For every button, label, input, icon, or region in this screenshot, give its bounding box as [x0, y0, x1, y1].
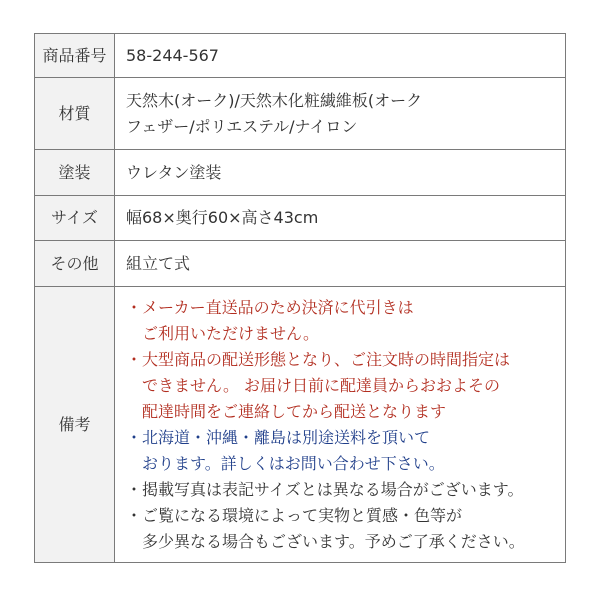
material-line: 天然木(オーク)/天然木化粧繊維板(オーク — [126, 90, 423, 110]
spec-row-material — [35, 78, 566, 150]
spec-row-product-id — [35, 34, 566, 78]
other-label: その他 — [35, 241, 115, 287]
note-line-shipping-notice: おります。詳しくはお問い合わせ下さい。 — [126, 453, 445, 473]
product-id-label: 商品番号 — [35, 34, 115, 78]
note-line-delivery-warning: できません。 お届け日前に配達員からおおよその — [126, 375, 501, 395]
spec-row-size — [35, 196, 566, 241]
size-label: サイズ — [35, 196, 115, 241]
material-line: フェザー/ポリエステル/ナイロン — [126, 116, 358, 136]
note-line-delivery-warning: 配達時間をご連絡してから配送となります — [126, 401, 447, 421]
notes-value — [115, 287, 566, 563]
size-value: 幅68×奥行60×高さ43cm — [115, 196, 566, 241]
spec-row-other — [35, 241, 566, 287]
note-line-photo-disclaimer: ・掲載写真は表記サイズとは異なる場合がございます。 — [126, 479, 524, 499]
material-label: 材質 — [35, 78, 115, 150]
note-line-color-disclaimer: 多少異なる場合もございます。予めご了承ください。 — [126, 531, 525, 551]
other-value: 組立て式 — [115, 241, 566, 287]
coating-value: ウレタン塗装 — [115, 150, 566, 196]
spec-row-notes — [35, 287, 566, 563]
product-id-value: 58-244-567 — [115, 34, 566, 78]
coating-label: 塗装 — [35, 150, 115, 196]
note-line-delivery-warning: ・大型商品の配送形態となり、ご注文時の時間指定は — [126, 349, 511, 369]
product-spec-table — [34, 33, 566, 563]
note-line-shipping-notice: ・北海道・沖縄・離島は別途送料を頂いて — [126, 427, 431, 447]
note-line-cod-warning: ・メーカー直送品のため決済に代引きは — [126, 297, 414, 317]
material-value — [115, 78, 566, 150]
notes-label: 備考 — [35, 287, 115, 563]
note-line-cod-warning: ご利用いただけません。 — [126, 323, 319, 343]
note-line-color-disclaimer: ・ご覧になる環境によって実物と質感・色等が — [126, 505, 463, 525]
spec-row-coating — [35, 150, 566, 196]
